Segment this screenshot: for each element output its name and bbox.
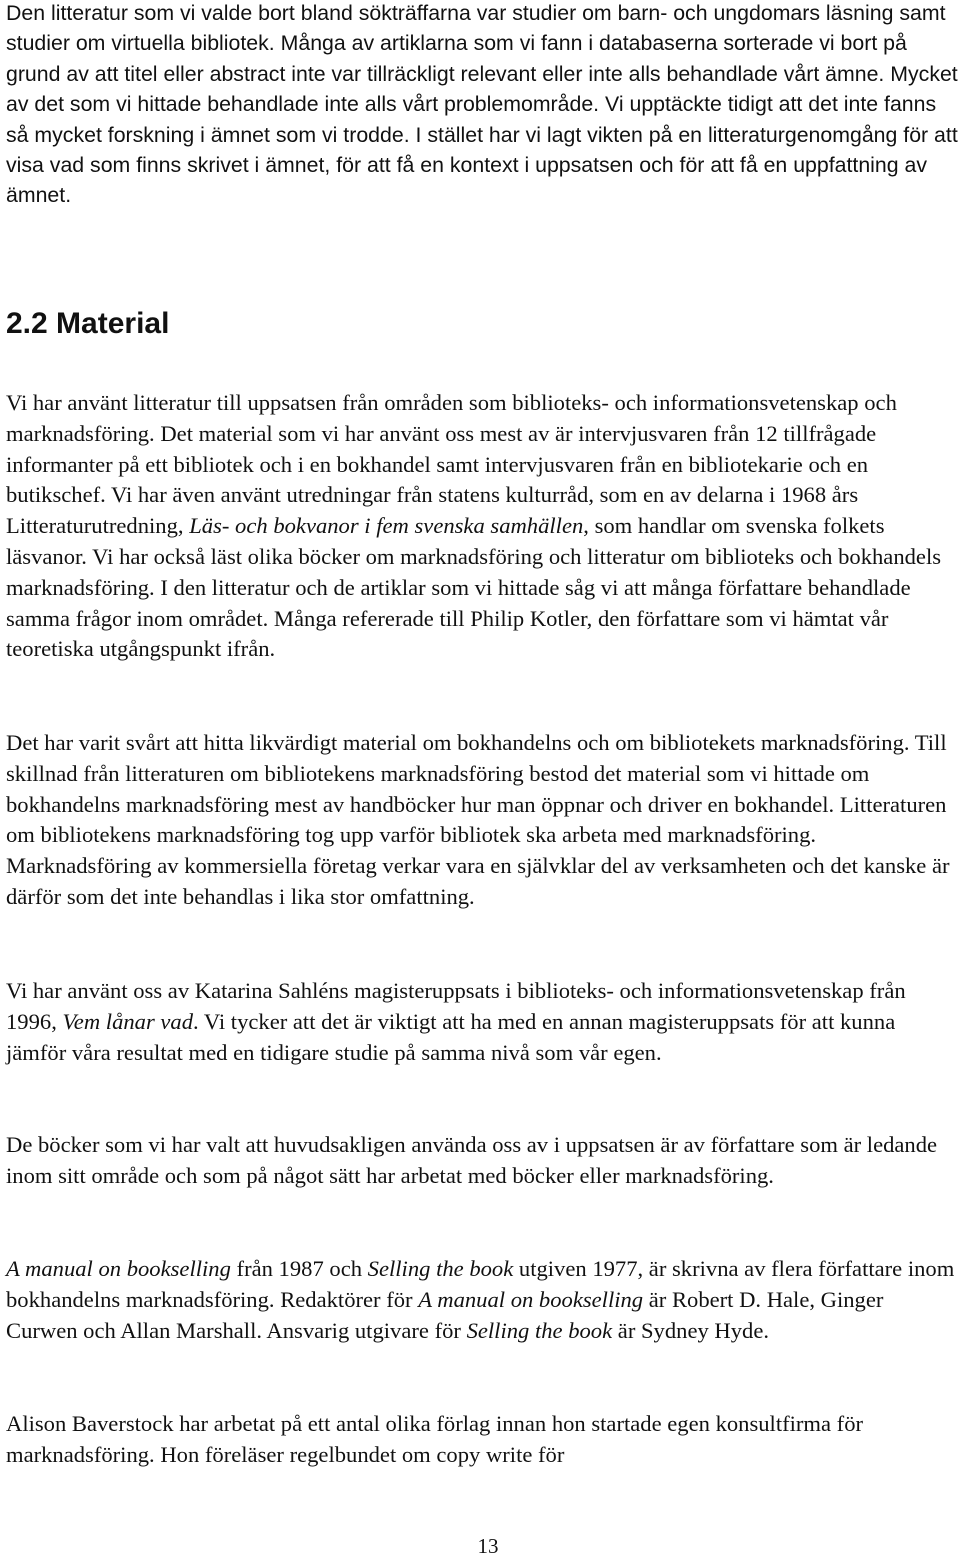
- material-paragraph-6: Alison Baverstock har arbetat på ett antal olika förlag innan hon startade egen konsultfirma för marknadsföring. Hon föreläser regelbundet om copy write för: [6, 1411, 864, 1467]
- intro-sentence-3: I stället har vi lagt vikten på en litteraturgenomgång för att visa vad som finns skrivet i ämnet, för att få en kontext i uppsatsen och för att få en uppfattning av ämnet.: [6, 122, 958, 208]
- p5-text-a: från 1987 och: [230, 1256, 368, 1281]
- p1-text-a: Vi har använt litteratur till uppsatsen från områden som biblioteks- och informationsvetenskap och marknadsföring. Det material som vi har använt oss mest av är intervjusvaren från 12 tillfrågade informanter på ett bibliotek och i en bokhandel samt intervjusvaren från en bibliotekarie och en butikschef. Vi har även använt utredningar från statens kulturråd, som en av delarna i 1968 års Litteraturutredning,: [6, 390, 897, 539]
- p5-text-b: utgiven 1977, är skrivna av flera författare inom bokhandelns marknadsföring. Redaktörer för: [6, 1256, 955, 1312]
- material-paragraph-5: [6, 1254, 958, 1346]
- p5-title-4: Selling the book: [466, 1317, 613, 1343]
- material-paragraph-4: De böcker som vi har valt att huvudsakligen använda oss av i uppsatsen är av författare som är ledande inom sitt område och som på något sätt har arbetat med böcker eller marknadsföring.: [6, 1132, 938, 1188]
- page-number: 13: [477, 1534, 499, 1558]
- material-paragraph-2: Det har varit svårt att hitta likvärdigt material om bokhandelns och om bibliotekets marknadsföring. Till skillnad från litteraturen om bibliotekens marknadsföring bestod det material som vi hittade om bokhandelns marknadsföring mest av handböcker hur man öppnar och driver en bokhandel. Litteraturen om bibliotekens marknadsföring tog upp varför bibliotek ska arbeta med marknadsföring. Marknadsföring av kommersiella företag verkar vara en självklar del av verksamheten och det kanske är därför som det inte behandlas i lika stor omfattning.: [6, 730, 950, 909]
- p5-title-3: A manual on bookselling: [418, 1286, 644, 1312]
- p3-text-a: Vi har använt oss av Katarina Sahléns magisteruppsats i biblioteks- och informationsvetenskap från 1996,: [6, 978, 906, 1034]
- intro-paragraph: [6, 0, 958, 211]
- material-paragraph-1: [6, 388, 958, 665]
- p5-title-2: Selling the book: [367, 1256, 514, 1281]
- p1-text-b: , som handlar om svenska folkets läsvanor. Vi har också läst olika böcker om marknadsföring och litteratur om biblioteks och bokhandels marknadsföring. I den litteratur och de artiklar som vi hittade såg vi att många författare behandlade samma frågor inom området. Många refererade till Philip Kotler, den författare som vi hämtat vår teoretiska utgångspunkt ifrån.: [6, 513, 942, 662]
- material-paragraph-3: [6, 976, 958, 1068]
- p5-title-1: A manual on bookselling: [6, 1256, 231, 1281]
- p5-text-c: är Robert D. Hale, Ginger Curwen och Allan Marshall. Ansvarig utgivare för: [6, 1286, 884, 1343]
- p5-text-d: är Sydney Hyde.: [612, 1317, 770, 1343]
- intro-sentence-2: Mycket av det som vi hittade behandlade inte alls vårt problemområde. Vi upptäckte tidigt att det inte fanns så mycket forskning i ämnet som vi trodde.: [6, 61, 958, 147]
- section-heading: 2.2 Material: [6, 307, 170, 340]
- p3-thesis-title: Vem lånar vad: [62, 1008, 194, 1034]
- p1-book-title: Läs- och bokvanor i fem svenska samhällen: [189, 513, 584, 539]
- p3-text-b: . Vi tycker att det är viktigt att ha med en annan magisteruppsats för att kunna jämför våra resultat med en tidigare studie på samma nivå som vår egen.: [6, 1008, 896, 1065]
- intro-sentence-1: Den litteratur som vi valde bort bland sökträffarna var studier om barn- och ungdomars läsning samt studier om virtuella bibliotek. Många av artiklarna som vi fann i databaserna sorterade vi bort på grund av att titel eller abstract inte var tillräckligt relevant eller inte alls behandlade vårt ämne.: [6, 1, 946, 86]
